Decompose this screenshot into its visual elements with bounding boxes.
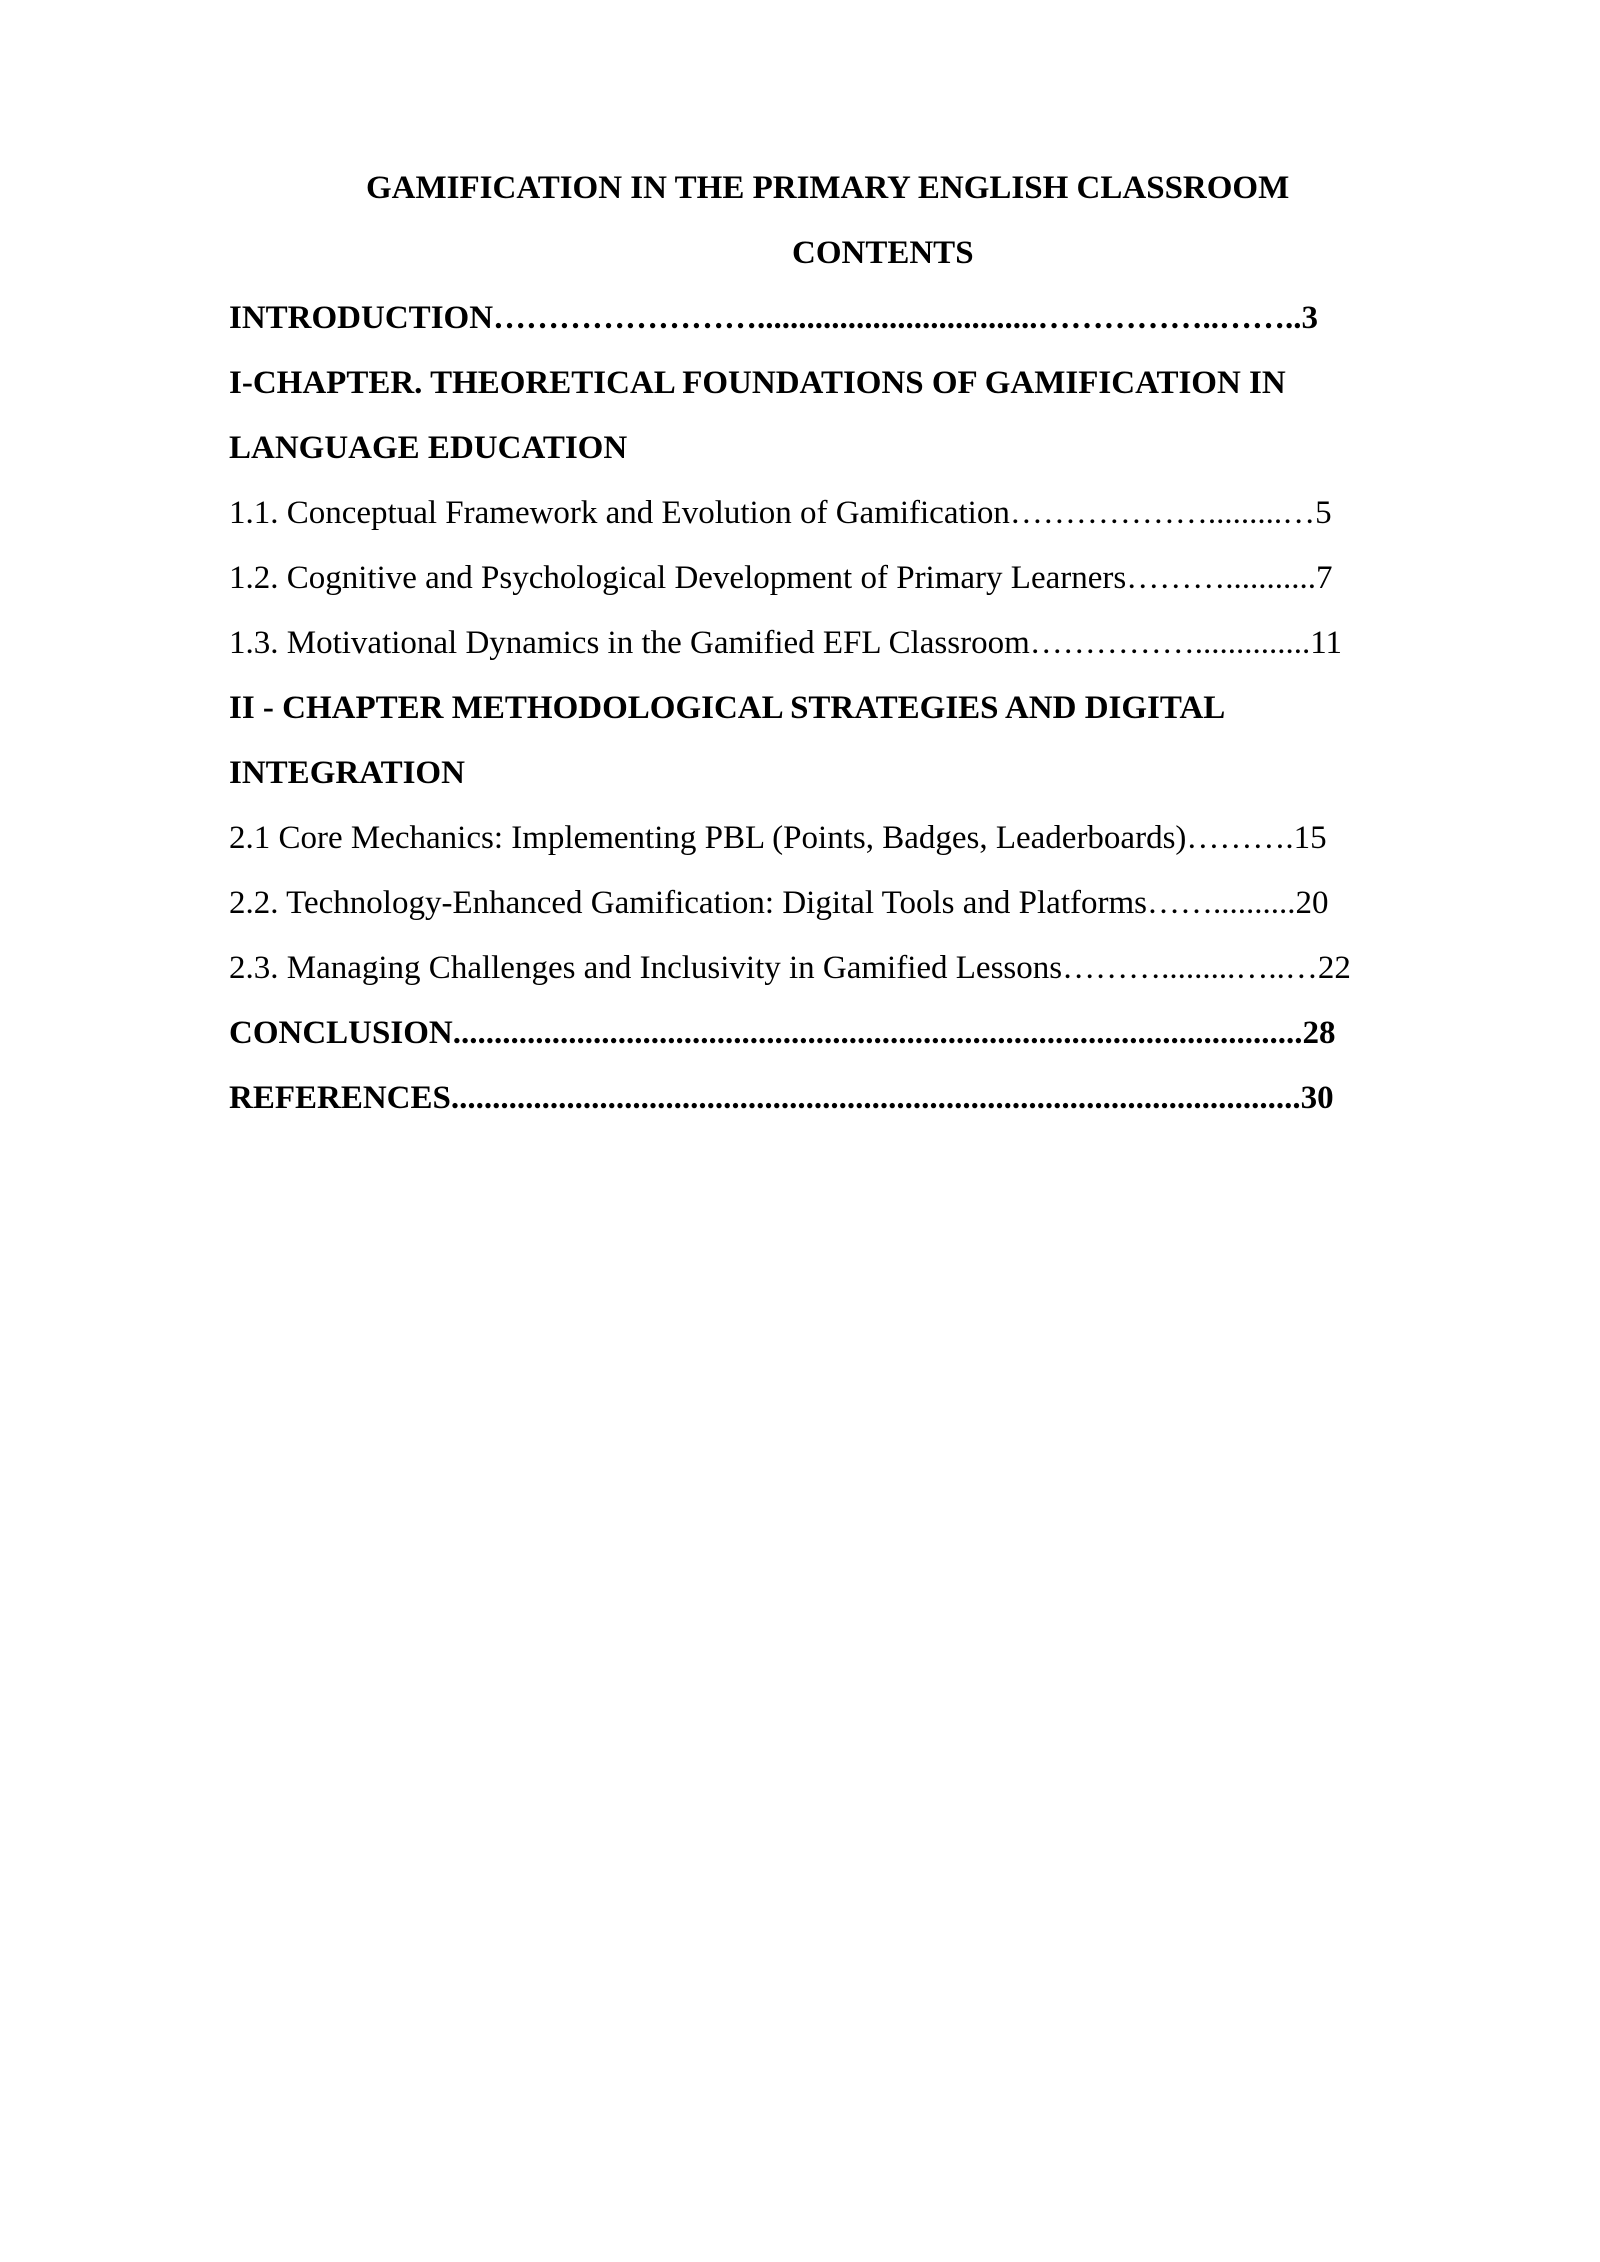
contents-heading: CONTENTS bbox=[792, 235, 974, 271]
toc-entry-2-3: 2.3. Managing Challenges and Inclusivity in Gamified Lessons……….........…..…22 bbox=[229, 950, 1351, 986]
toc-entry-conclusion: CONCLUSION.......................................................................................................28 bbox=[229, 1015, 1336, 1051]
toc-entry-1-1: 1.1. Conceptual Framework and Evolution of Gamification……………….........…5 bbox=[229, 495, 1332, 531]
toc-entry-references: REFERENCES.......................................................................................................30 bbox=[229, 1080, 1334, 1116]
toc-chapter-1-heading-line-1: I-CHAPTER. THEORETICAL FOUNDATIONS OF GAMIFICATION IN bbox=[229, 365, 1286, 401]
document-title: GAMIFICATION IN THE PRIMARY ENGLISH CLASSROOM bbox=[366, 170, 1290, 206]
toc-chapter-2-heading-line-2: INTEGRATION bbox=[229, 755, 465, 791]
toc-entry-2-2: 2.2. Technology-Enhanced Gamification: Digital Tools and Platforms……..........20 bbox=[229, 885, 1329, 921]
toc-entry-1-2: 1.2. Cognitive and Psychological Development of Primary Learners………...........7 bbox=[229, 560, 1333, 596]
toc-chapter-2-heading-line-1: II - CHAPTER METHODOLOGICAL STRATEGIES AND DIGITAL bbox=[229, 690, 1226, 726]
toc-entry-1-3: 1.3. Motivational Dynamics in the Gamified EFL Classroom……………..............11 bbox=[229, 625, 1343, 661]
toc-chapter-1-heading-line-2: LANGUAGE EDUCATION bbox=[229, 430, 628, 466]
toc-entry-introduction: INTRODUCTION……………………..................................……………..……..3 bbox=[229, 300, 1319, 336]
toc-entry-2-1: 2.1 Core Mechanics: Implementing PBL (Points, Badges, Leaderboards)……….15 bbox=[229, 820, 1327, 856]
